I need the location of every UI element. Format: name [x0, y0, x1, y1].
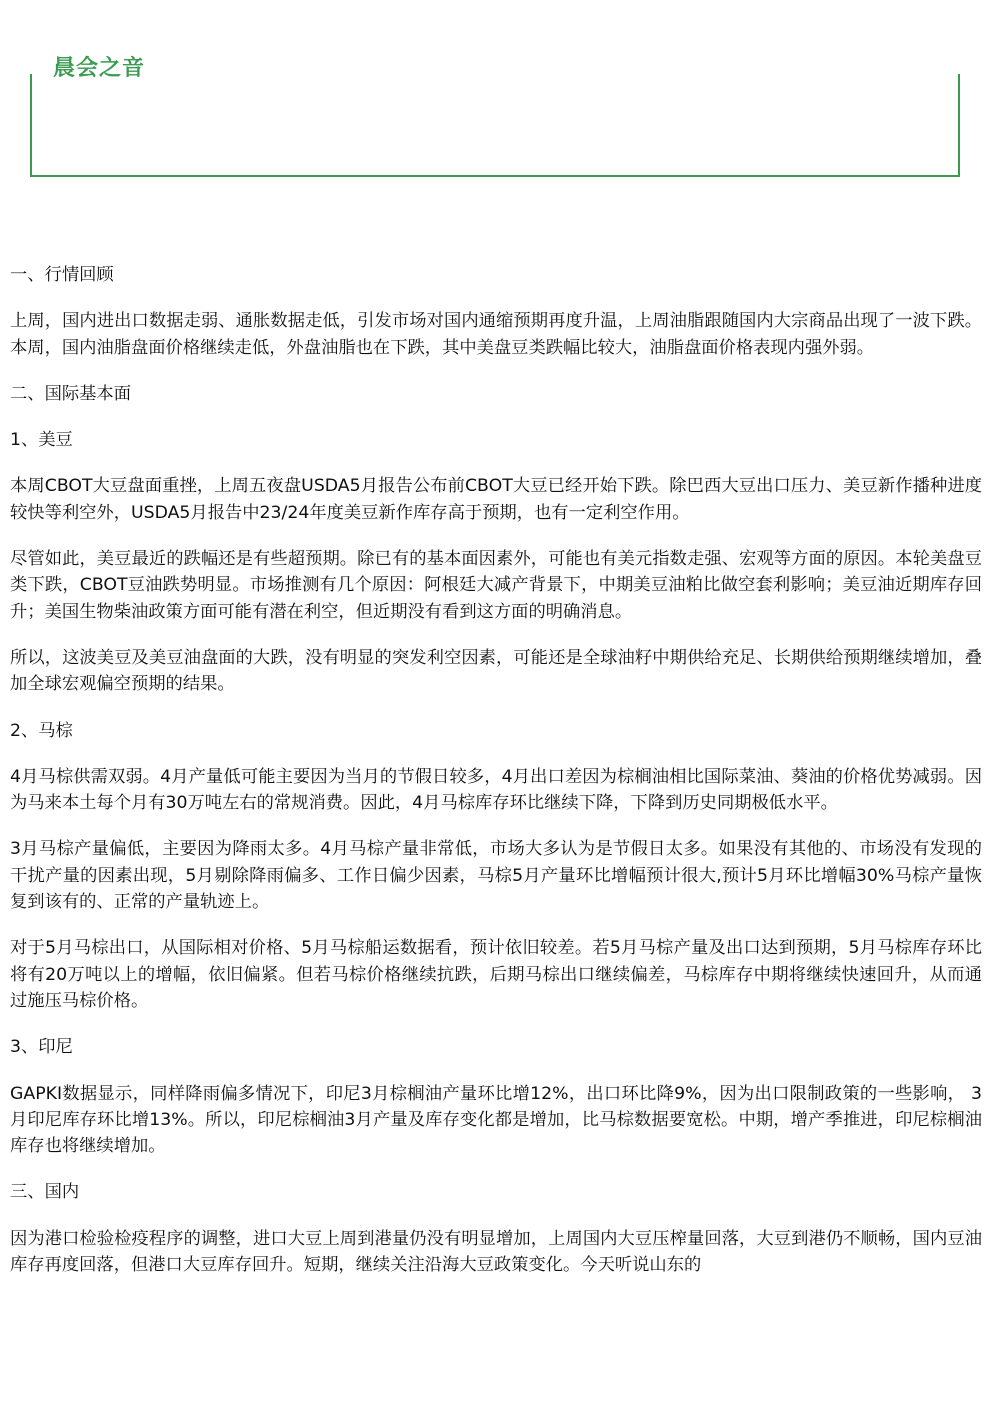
- paragraph-malaysia-palm-1: 4月马棕供需双弱。4月产量低可能主要因为当月的节假日较多，4月出口差因为棕榈油相比国际菜油、葵油的价格优势减弱。因为马来本土每个月有30万吨左右的常规消费。因此，4月马棕库存环比继续下降，下降到历史同期极低水平。: [10, 766, 982, 814]
- paragraph-us-soybean-2: 尽管如此，美豆最近的跌幅还是有些超预期。除已有的基本面因素外，可能也有美元指数走强、宏观等方面的原因。本轮美盘豆类下跌，CBOT豆油跌势明显。市场推测有几个原因：阿根廷大减产背景下，中期美豆油粕比做空套利影响；美豆油近期库存回升；美国生物柴油政策方面可能有潜在利空，但近期没有看到这方面的明确消息。: [10, 549, 982, 622]
- subheading-malaysia-palm: 2、马棕: [10, 720, 73, 741]
- paragraph-domestic: 因为港口检验检疫程序的调整，进口大豆上周到港量仍没有明显增加，上周国内大豆压榨量回落，大豆到港仍不顺畅，国内豆油库存再度回落，但港口大豆库存回升。短期，继续关注沿海大豆政策变化。今天听说山东的: [10, 1228, 982, 1276]
- article-body: [10, 262, 982, 1298]
- section-heading-market-review: 一、行情回顾: [10, 265, 114, 285]
- paragraph-us-soybean-3: 所以，这波美豆及美豆油盘面的大跌，没有明显的突发利空因素，可能还是全球油籽中期供给充足、长期供给预期继续增加，叠加全球宏观偏空预期的结果。: [10, 647, 982, 695]
- paragraph-us-soybean-1: 本周CBOT大豆盘面重挫，上周五夜盘USDA5月报告公布前CBOT大豆已经开始下跌。除巴西大豆出口压力、美豆新作播种进度较快等利空外，USDA5月报告中23/24年度美豆新作库存高于预期，也有一定利空作用。: [10, 476, 982, 523]
- paragraph-malaysia-palm-3: 对于5月马棕出口，从国际相对价格、5月马棕船运数据看，预计依旧较差。若5月马棕产量及出口达到预期，5月马棕库存环比将有20万吨以上的增幅，依旧偏紧。但若马棕价格继续抗跌，后期马棕出口继续偏差，马棕库存中期将继续快速回升，从而通过施压马棕价格。: [10, 938, 982, 1011]
- paragraph-malaysia-palm-2: 3月马棕产量偏低，主要因为降雨太多。4月马棕产量非常低，市场大多认为是节假日太多。如果没有其他的、市场没有发现的干扰产量的因素出现，5月剔除降雨偏多、工作日偏少因素，马棕5月产量环比增幅预计很大,预计5月环比增幅30%马棕产量恢复到该有的、正常的产量轨迹上。: [10, 839, 982, 913]
- paragraph-indonesia: GAPKI数据显示，同样降雨偏多情况下，印尼3月棕榈油产量环比增12%，出口环比降9%，因为出口限制政策的一些影响， 3月印尼库存环比增13%。所以，印尼棕榈油3月产量及库存变化都是增加，比马棕数据要宽松。中期，增产季推进，印尼棕榈油库存也将继续增加。: [10, 1083, 982, 1157]
- section-heading-international: 二、国际基本面: [10, 383, 131, 404]
- subheading-us-soybean: 1、美豆: [10, 430, 73, 451]
- subheading-indonesia: 3、印尼: [10, 1037, 73, 1058]
- page-title: 晨会之音: [53, 56, 146, 81]
- section-heading-domestic: 三、国内: [10, 1182, 80, 1203]
- header-frame: [30, 74, 960, 177]
- paragraph-market-review: 上周，国内进出口数据走弱、通胀数据走低，引发市场对国内通缩预期再度升温，上周油脂跟随国内大宗商品出现了一波下跌。本周，国内油脂盘面价格继续走低，外盘油脂也在下跌，其中美盘豆类跌幅比较大，油脂盘面价格表现内强外弱。: [10, 311, 982, 358]
